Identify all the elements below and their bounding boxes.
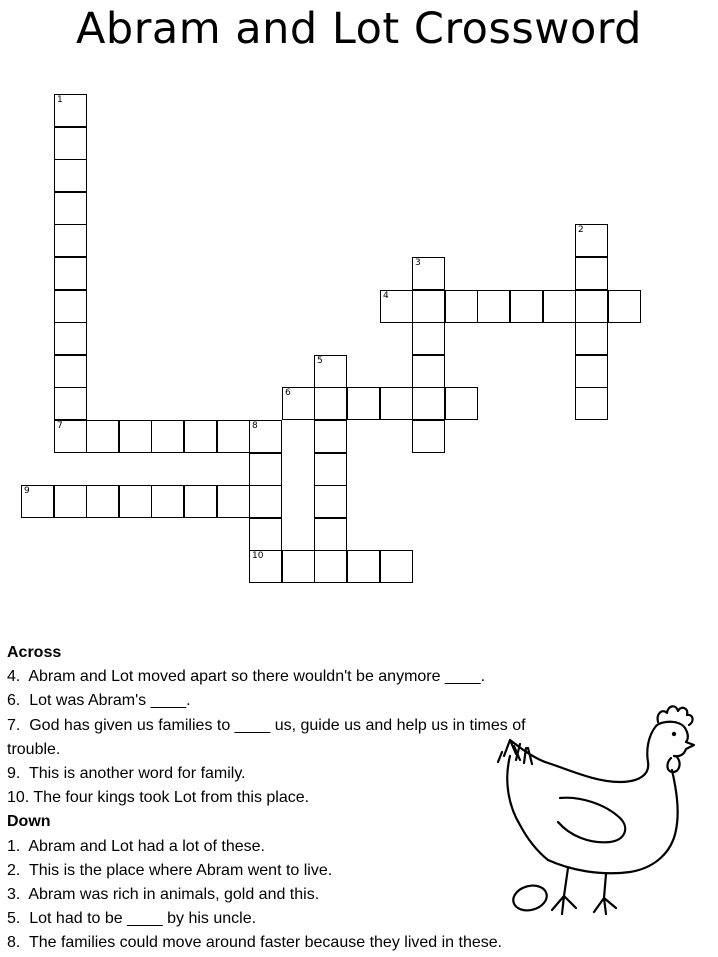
crossword-cell-7[interactable] [54,420,87,453]
clue-number: 1 [57,95,63,105]
crossword-cell[interactable] [54,322,87,355]
crossword-cell-4[interactable] [380,290,413,323]
clue-down-8: 8. The families could move around faster because they lived in these. [7,934,503,952]
clue-number: 9 [24,486,30,496]
clue-number: 6 [285,388,291,398]
crossword-cell[interactable] [184,485,217,518]
crossword-cell[interactable] [380,387,413,420]
crossword-cell[interactable] [543,290,576,323]
crossword-cell[interactable] [54,159,87,192]
clue-number: 10 [252,551,264,561]
crossword-cell[interactable] [510,290,543,323]
hen-left-leg [552,868,576,914]
clue-number: 8 [252,421,258,431]
crossword-cell[interactable] [54,387,87,420]
hen-eye [672,732,676,736]
crossword-cell-2[interactable] [575,224,608,257]
crossword-cell[interactable] [86,485,119,518]
crossword-cell[interactable] [184,420,217,453]
clue-across-9: 9. This is another word for family. [7,765,246,783]
crossword-cell[interactable] [412,387,445,420]
page-title: Abram and Lot Crossword [76,4,642,54]
crossword-cell[interactable] [314,420,347,453]
crossword-cell[interactable] [347,550,380,583]
clue-number: 5 [317,356,323,366]
clue-across-4: 4. Abram and Lot moved apart so there wouldn't be anymore ____. [7,668,486,686]
clue-number: 3 [415,258,421,268]
hen-neck-front [548,770,678,873]
crossword-cell[interactable] [54,224,87,257]
crossword-cell[interactable] [119,420,152,453]
crossword-cell[interactable] [575,355,608,388]
crossword-cell[interactable] [412,420,445,453]
across-heading: Across [7,644,62,661]
crossword-cell[interactable] [347,387,380,420]
clue-across-6: 6. Lot was Abram's ____. [7,692,191,710]
crossword-cell[interactable] [54,485,87,518]
crossword-cell-1[interactable] [54,94,87,127]
crossword-cell-3[interactable] [412,257,445,290]
clue-across-10: 10. The four kings took Lot from this place. [7,789,310,807]
crossword-cell[interactable] [477,290,510,323]
crossword-cell[interactable] [445,290,478,323]
crossword-cell[interactable] [412,355,445,388]
clue-number: 4 [383,291,389,301]
hen-wing [558,798,625,843]
crossword-cell[interactable] [151,420,184,453]
crossword-cell-9[interactable] [21,485,54,518]
crossword-cell-6[interactable] [282,387,315,420]
clue-down-3: 3. Abram was rich in animals, gold and this. [7,886,320,904]
crossword-cell[interactable] [314,518,347,551]
hen-head [656,722,694,757]
hen-illustration [490,700,705,920]
crossword-cell[interactable] [575,387,608,420]
crossword-cell[interactable] [54,257,87,290]
crossword-cell[interactable] [575,290,608,323]
clue-down-1: 1. Abram and Lot had a lot of these. [7,837,265,855]
crossword-cell[interactable] [314,453,347,486]
crossword-cell[interactable] [575,322,608,355]
clue-down-2: 2. This is the place where Abram went to live. [7,861,333,879]
crossword-cell[interactable] [249,518,282,551]
crossword-cell[interactable] [217,485,250,518]
crossword-cell[interactable] [217,420,250,453]
clue-across-7-continued: trouble. [7,740,61,758]
crossword-cell[interactable] [412,322,445,355]
crossword-cell[interactable] [54,192,87,225]
crossword-cell[interactable] [54,127,87,160]
crossword-cell[interactable] [249,485,282,518]
crossword-cell[interactable] [151,485,184,518]
crossword-cell-5[interactable] [314,355,347,388]
crossword-cell[interactable] [54,355,87,388]
hen-wattle [667,756,679,772]
crossword-cell[interactable] [86,420,119,453]
down-heading: Down [7,813,51,831]
crossword-cell[interactable] [119,485,152,518]
hen-tail [504,740,545,764]
crossword-cell[interactable] [249,453,282,486]
crossword-cell[interactable] [412,290,445,323]
crossword-cell[interactable] [282,550,315,583]
crossword-cell[interactable] [314,550,347,583]
crossword-cell[interactable] [314,387,347,420]
hen-right-leg [594,874,616,914]
crossword-cell-10[interactable] [249,550,282,583]
hen-rump [507,756,548,860]
crossword-cell-8[interactable] [249,420,282,453]
crossword-cell[interactable] [575,257,608,290]
hen-back [545,726,656,782]
crossword-cell[interactable] [54,290,87,323]
crossword-cell[interactable] [314,485,347,518]
clue-number: 7 [57,421,63,431]
egg [510,882,549,914]
crossword-cell[interactable] [608,290,641,323]
crossword-cell[interactable] [445,387,478,420]
clue-number: 2 [578,225,584,235]
crossword-cell[interactable] [380,550,413,583]
clue-down-5: 5. Lot had to be ____ by his uncle. [7,910,257,928]
clue-across-7: 7. God has given us families to ____ us, guide us and help us in times of [7,716,526,734]
